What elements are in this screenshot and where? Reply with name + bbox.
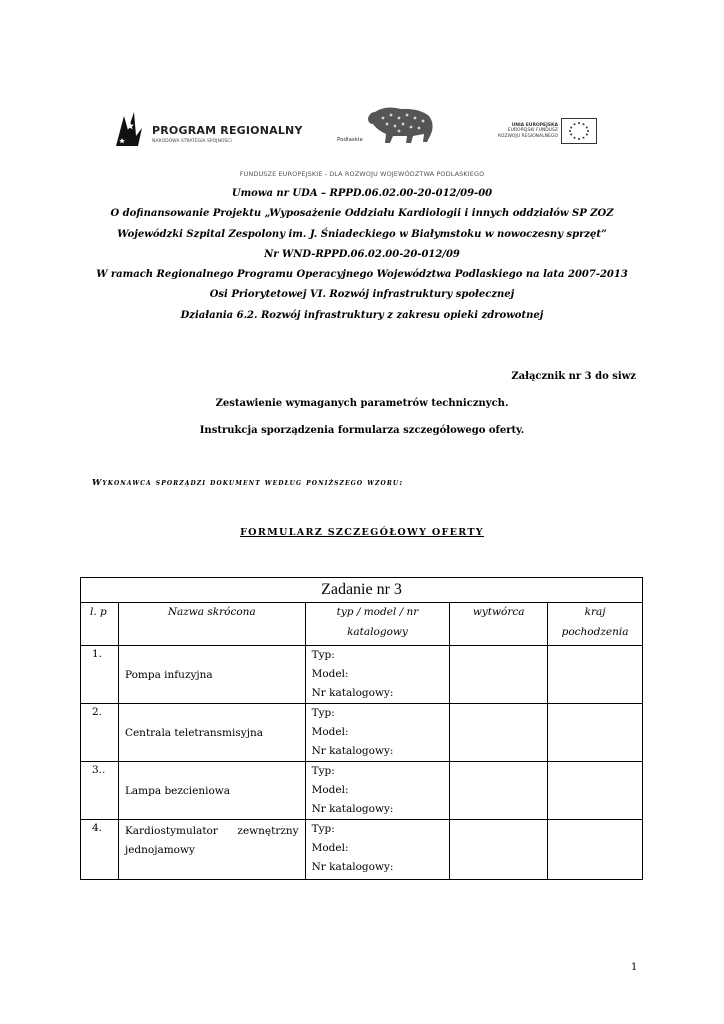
page-number: 1 (631, 962, 638, 973)
offer-table (80, 577, 643, 880)
typ-label: Typ: (311, 649, 335, 661)
catalog-label: Nr katalogowy: (311, 803, 394, 815)
typ-label: Typ: (311, 765, 335, 777)
row-country-cell[interactable] (548, 646, 643, 704)
program-regionalny-mark-icon (114, 108, 144, 148)
header-line-6: Osi Priorytetowej VI. Rozwój infrastruktury społecznej (209, 289, 515, 301)
header-nazwa: Nazwa skrócona (118, 603, 305, 646)
ue-line2: EUROPEJSKI FUNDUSZ (507, 128, 558, 134)
eu-flag-icon (561, 118, 597, 144)
form-title: FORMULARZ SZCZEGÓŁOWY OFERTY (240, 527, 484, 538)
row-lp: 2. (81, 704, 119, 762)
ue-text (490, 123, 558, 139)
row-type-cell[interactable] (305, 646, 450, 704)
row-lp: 4. (81, 820, 119, 880)
model-label: Model: (311, 668, 349, 680)
row-name-cell (118, 704, 305, 762)
row-type-cell[interactable] (305, 820, 450, 880)
header-wytworca: wytwórca (450, 603, 548, 646)
row-country-cell[interactable] (548, 704, 643, 762)
row-manufacturer-cell[interactable] (450, 704, 548, 762)
ue-line1: UNIA EUROPEJSKA (511, 123, 558, 128)
row-manufacturer-cell[interactable] (450, 762, 548, 820)
model-label: Model: (311, 842, 349, 854)
row-lp: 1. (81, 646, 119, 704)
podlaskie-logo (335, 106, 445, 156)
logo-bar (110, 106, 610, 156)
program-regionalny-logo (110, 108, 303, 152)
instructions-heading: Instrukcja sporządzenia formularza szczegółowego oferty. (199, 425, 525, 436)
header-kraj-line2: pochodzenia (561, 625, 629, 638)
row-manufacturer-cell[interactable] (450, 820, 548, 880)
typ-label: Typ: (311, 823, 335, 835)
table-header-row (81, 603, 643, 646)
catalog-label: Nr katalogowy: (311, 861, 394, 873)
header-typ-line2: katalogowy (347, 625, 408, 638)
document-header (0, 184, 724, 326)
header-line-7: Działania 6.2. Rozwój infrastruktury z zakresu opieki zdrowotnej (180, 309, 544, 321)
podlaskie-label: Podlaskie (337, 137, 363, 143)
header-line-4: Nr WND-RPPD.06.02.00-20-012/09 (264, 248, 460, 260)
attachment-label: Załącznik nr 3 do siwz (511, 371, 636, 382)
program-title: PROGRAM REGIONALNY (152, 124, 303, 137)
table-row (81, 762, 643, 820)
model-label: Model: (311, 784, 349, 796)
row-country-cell[interactable] (548, 820, 643, 880)
catalog-label: Nr katalogowy: (311, 687, 394, 699)
header-kraj (548, 603, 643, 646)
header-lp: l. p (81, 603, 119, 646)
row-type-cell[interactable] (305, 762, 450, 820)
table-row (81, 820, 643, 880)
table-row (81, 646, 643, 704)
program-subtitle: NARODOWA STRATEGIA SPÓJNOŚCI (152, 139, 232, 144)
row-type-cell[interactable] (305, 704, 450, 762)
header-line-2: O dofinansowanie Projektu „Wyposażenie Oddziału Kardiologii i innych oddziałów SP ZOZ (110, 208, 614, 220)
table-row (81, 704, 643, 762)
row-manufacturer-cell[interactable] (450, 646, 548, 704)
catalog-label: Nr katalogowy: (311, 745, 394, 757)
header-kraj-line1: kraj (584, 606, 606, 618)
row-name: Kardiostymulator zewnętrzny jednojamowy (118, 820, 305, 880)
model-label: Model: (311, 726, 349, 738)
header-line-5: W ramach Regionalnego Programu Operacyjnego Województwa Podlaskiego na lata 2007-2013 (96, 269, 628, 281)
header-line-1: Umowa nr UDA – RPPD.06.02.00-20-012/09-00 (231, 188, 493, 199)
row-name: Pompa infuzyjna (124, 668, 213, 681)
row-name-cell (118, 646, 305, 704)
row-lp: 3.. (81, 762, 119, 820)
row-name-cell (118, 762, 305, 820)
contractor-note: Wykonawca sporządzi dokument według poniższego wzoru: (92, 477, 404, 487)
parameters-heading: Zestawienie wymaganych parametrów technicznych. (215, 398, 509, 409)
ue-line3: ROZWOJU REGIONALNEGO (497, 133, 558, 139)
row-name: Lampa bezcieniowa (124, 784, 231, 797)
typ-label: Typ: (311, 707, 335, 719)
header-typ (305, 603, 450, 646)
ue-logo (490, 118, 600, 148)
fundusze-caption: FUNDUSZE EUROPEJSKIE - DLA ROZWOJU WOJEWÓDZTWA PODLASKIEGO (239, 170, 485, 178)
row-name: Centrala teletransmisyjna (124, 726, 263, 739)
table-title: Zadanie nr 3 (81, 578, 643, 603)
header-line-3: Wojewódzki Szpital Zespolony im. J. Śniadeckiego w Białymstoku w nowoczesny sprzęt” (117, 228, 607, 240)
row-country-cell[interactable] (548, 762, 643, 820)
header-typ-line1: typ / model / nr (336, 606, 419, 618)
